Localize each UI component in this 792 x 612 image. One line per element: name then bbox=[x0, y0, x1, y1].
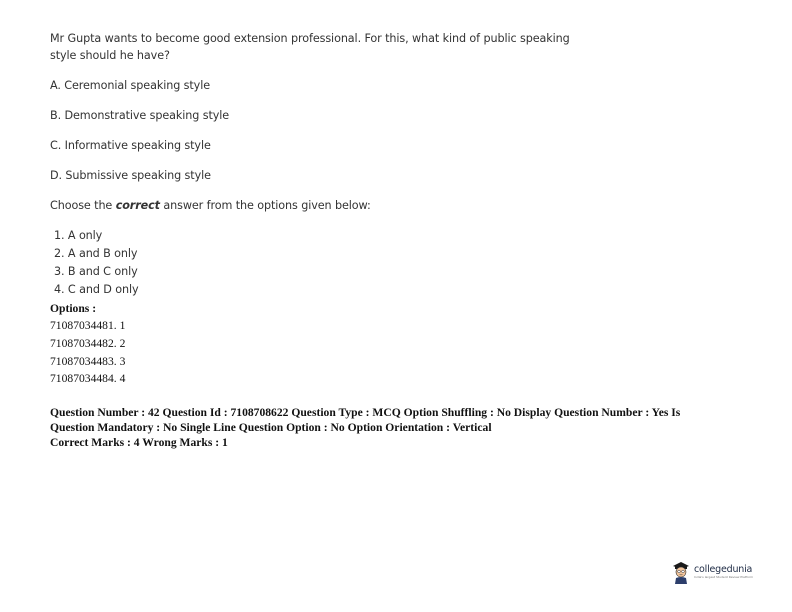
answer-choice-3: 3. B and C only bbox=[54, 265, 138, 278]
collegedunia-logo bbox=[671, 559, 761, 585]
options-heading: Options : bbox=[50, 302, 97, 315]
answer-choice-4: 4. C and D only bbox=[54, 283, 139, 296]
logo-name: collegedunia bbox=[694, 564, 753, 575]
instruction-line bbox=[50, 199, 371, 212]
logo-tagline: India's largest Student Review Platform bbox=[694, 575, 754, 579]
instruction-suffix: answer from the options given below: bbox=[159, 199, 371, 212]
metadata-line-2: Question Mandatory : No Single Line Question Option : No Option Orientation : Vertical bbox=[50, 421, 492, 434]
mascot-icon bbox=[671, 560, 691, 584]
option-id-3: 71087034483. 3 bbox=[50, 355, 126, 368]
statement-c: C. Informative speaking style bbox=[50, 139, 211, 152]
metadata-line-3: Correct Marks : 4 Wrong Marks : 1 bbox=[50, 436, 228, 449]
answer-choice-1: 1. A only bbox=[54, 229, 103, 242]
instruction-emphasis: correct bbox=[115, 199, 160, 212]
option-id-4: 71087034484. 4 bbox=[50, 372, 126, 385]
instruction-prefix: Choose the bbox=[50, 199, 116, 212]
question-metadata bbox=[50, 405, 730, 450]
question-text: Mr Gupta wants to become good extension professional. For this, what kind of public speaking style should he have? bbox=[50, 32, 570, 62]
statement-b: B. Demonstrative speaking style bbox=[50, 109, 230, 122]
metadata-line-1: Question Number : 42 Question Id : 7108708622 Question Type : MCQ Option Shuffling : No Display Question Number : Yes Is bbox=[50, 406, 681, 419]
option-id-2: 71087034482. 2 bbox=[50, 337, 126, 350]
statement-a: A. Ceremonial speaking style bbox=[50, 79, 210, 92]
answer-choice-2: 2. A and B only bbox=[54, 247, 138, 260]
option-id-1: 71087034481. 1 bbox=[50, 319, 126, 332]
statement-d: D. Submissive speaking style bbox=[50, 169, 211, 182]
